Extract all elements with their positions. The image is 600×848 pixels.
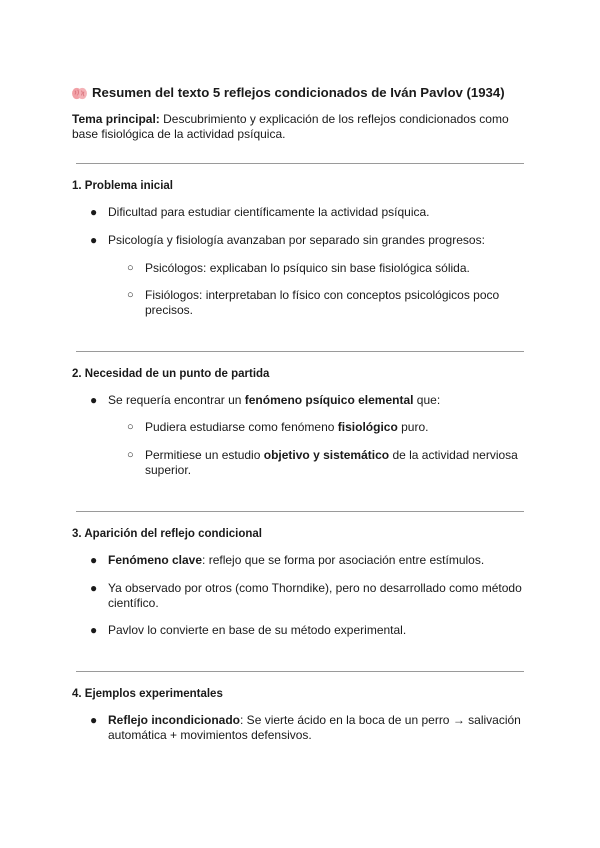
section-1-heading: 1. Problema inicial [72,180,173,192]
sub-list-item-text: Pudiera estudiarse como fenómeno fisiológico puro. [145,420,429,434]
brain-icon [72,87,87,100]
divider [76,163,524,164]
main-topic-label: Tema principal: [72,112,160,126]
main-topic-text: Descubrimiento y explicación de los reflejos condicionados como base fisiológica de la actividad psíquica. [72,112,509,141]
section-2-heading: 2. Necesidad de un punto de partida [72,368,270,380]
divider [76,351,524,352]
bullet-icon: ● [90,713,98,727]
bullet-icon: ● [90,205,98,219]
emphasis: Fenómeno clave [108,553,203,567]
divider [76,511,524,512]
sub-list-item-text: Permitiese un estudio objetivo y sistemático de la actividad nerviosa superior. [145,448,518,477]
list-item-text: Dificultad para estudiar científicamente la actividad psíquica. [108,205,430,219]
bullet-icon: ● [90,393,98,407]
section-4-heading: 4. Ejemplos experimentales [72,688,223,700]
main-topic [72,112,528,142]
list-item-text: Pavlov lo convierte en base de su método experimental. [108,623,407,637]
emphasis: fenómeno psíquico elemental [244,393,414,407]
bullet-icon: ● [90,233,98,247]
bullet-icon: ● [90,553,98,567]
emphasis: fisiológico [337,420,398,434]
circle-bullet-icon: ○ [127,262,134,274]
bullet-icon: ● [90,581,98,595]
divider [76,671,524,672]
circle-bullet-icon: ○ [127,449,134,461]
list-item-text: Psicología y fisiología avanzaban por separado sin grandes progresos: [108,233,485,247]
document-header [72,84,528,142]
title-text: Resumen del texto 5 reflejos condicionados de Iván Pavlov (1934) [92,85,505,100]
sub-list-item-text: Fisiólogos: interpretaban lo físico con conceptos psicológicos poco precisos. [145,288,500,317]
bullet-icon: ● [90,623,98,637]
list-item-text: Ya observado por otros (como Thorndike), pero no desarrollado como método científico. [108,581,522,610]
circle-bullet-icon: ○ [127,421,134,433]
list-item-text: Se requería encontrar un fenómeno psíquico elemental que: [108,393,441,407]
emphasis: Reflejo incondicionado [108,713,241,727]
section-3-heading: 3. Aparición del reflejo condicional [72,528,263,540]
sub-list-item-text: Psicólogos: explicaban lo psíquico sin base fisiológica sólida. [145,261,470,275]
list-item-text: Fenómeno clave: reflejo que se forma por asociación entre estímulos. [108,553,485,567]
emphasis: objetivo y sistemático [263,448,390,462]
document-title [72,84,528,102]
list-item-text: Reflejo incondicionado: Se vierte ácido en la boca de un perro → salivación automática + movimientos defensivos. [108,713,521,742]
circle-bullet-icon: ○ [127,289,134,301]
